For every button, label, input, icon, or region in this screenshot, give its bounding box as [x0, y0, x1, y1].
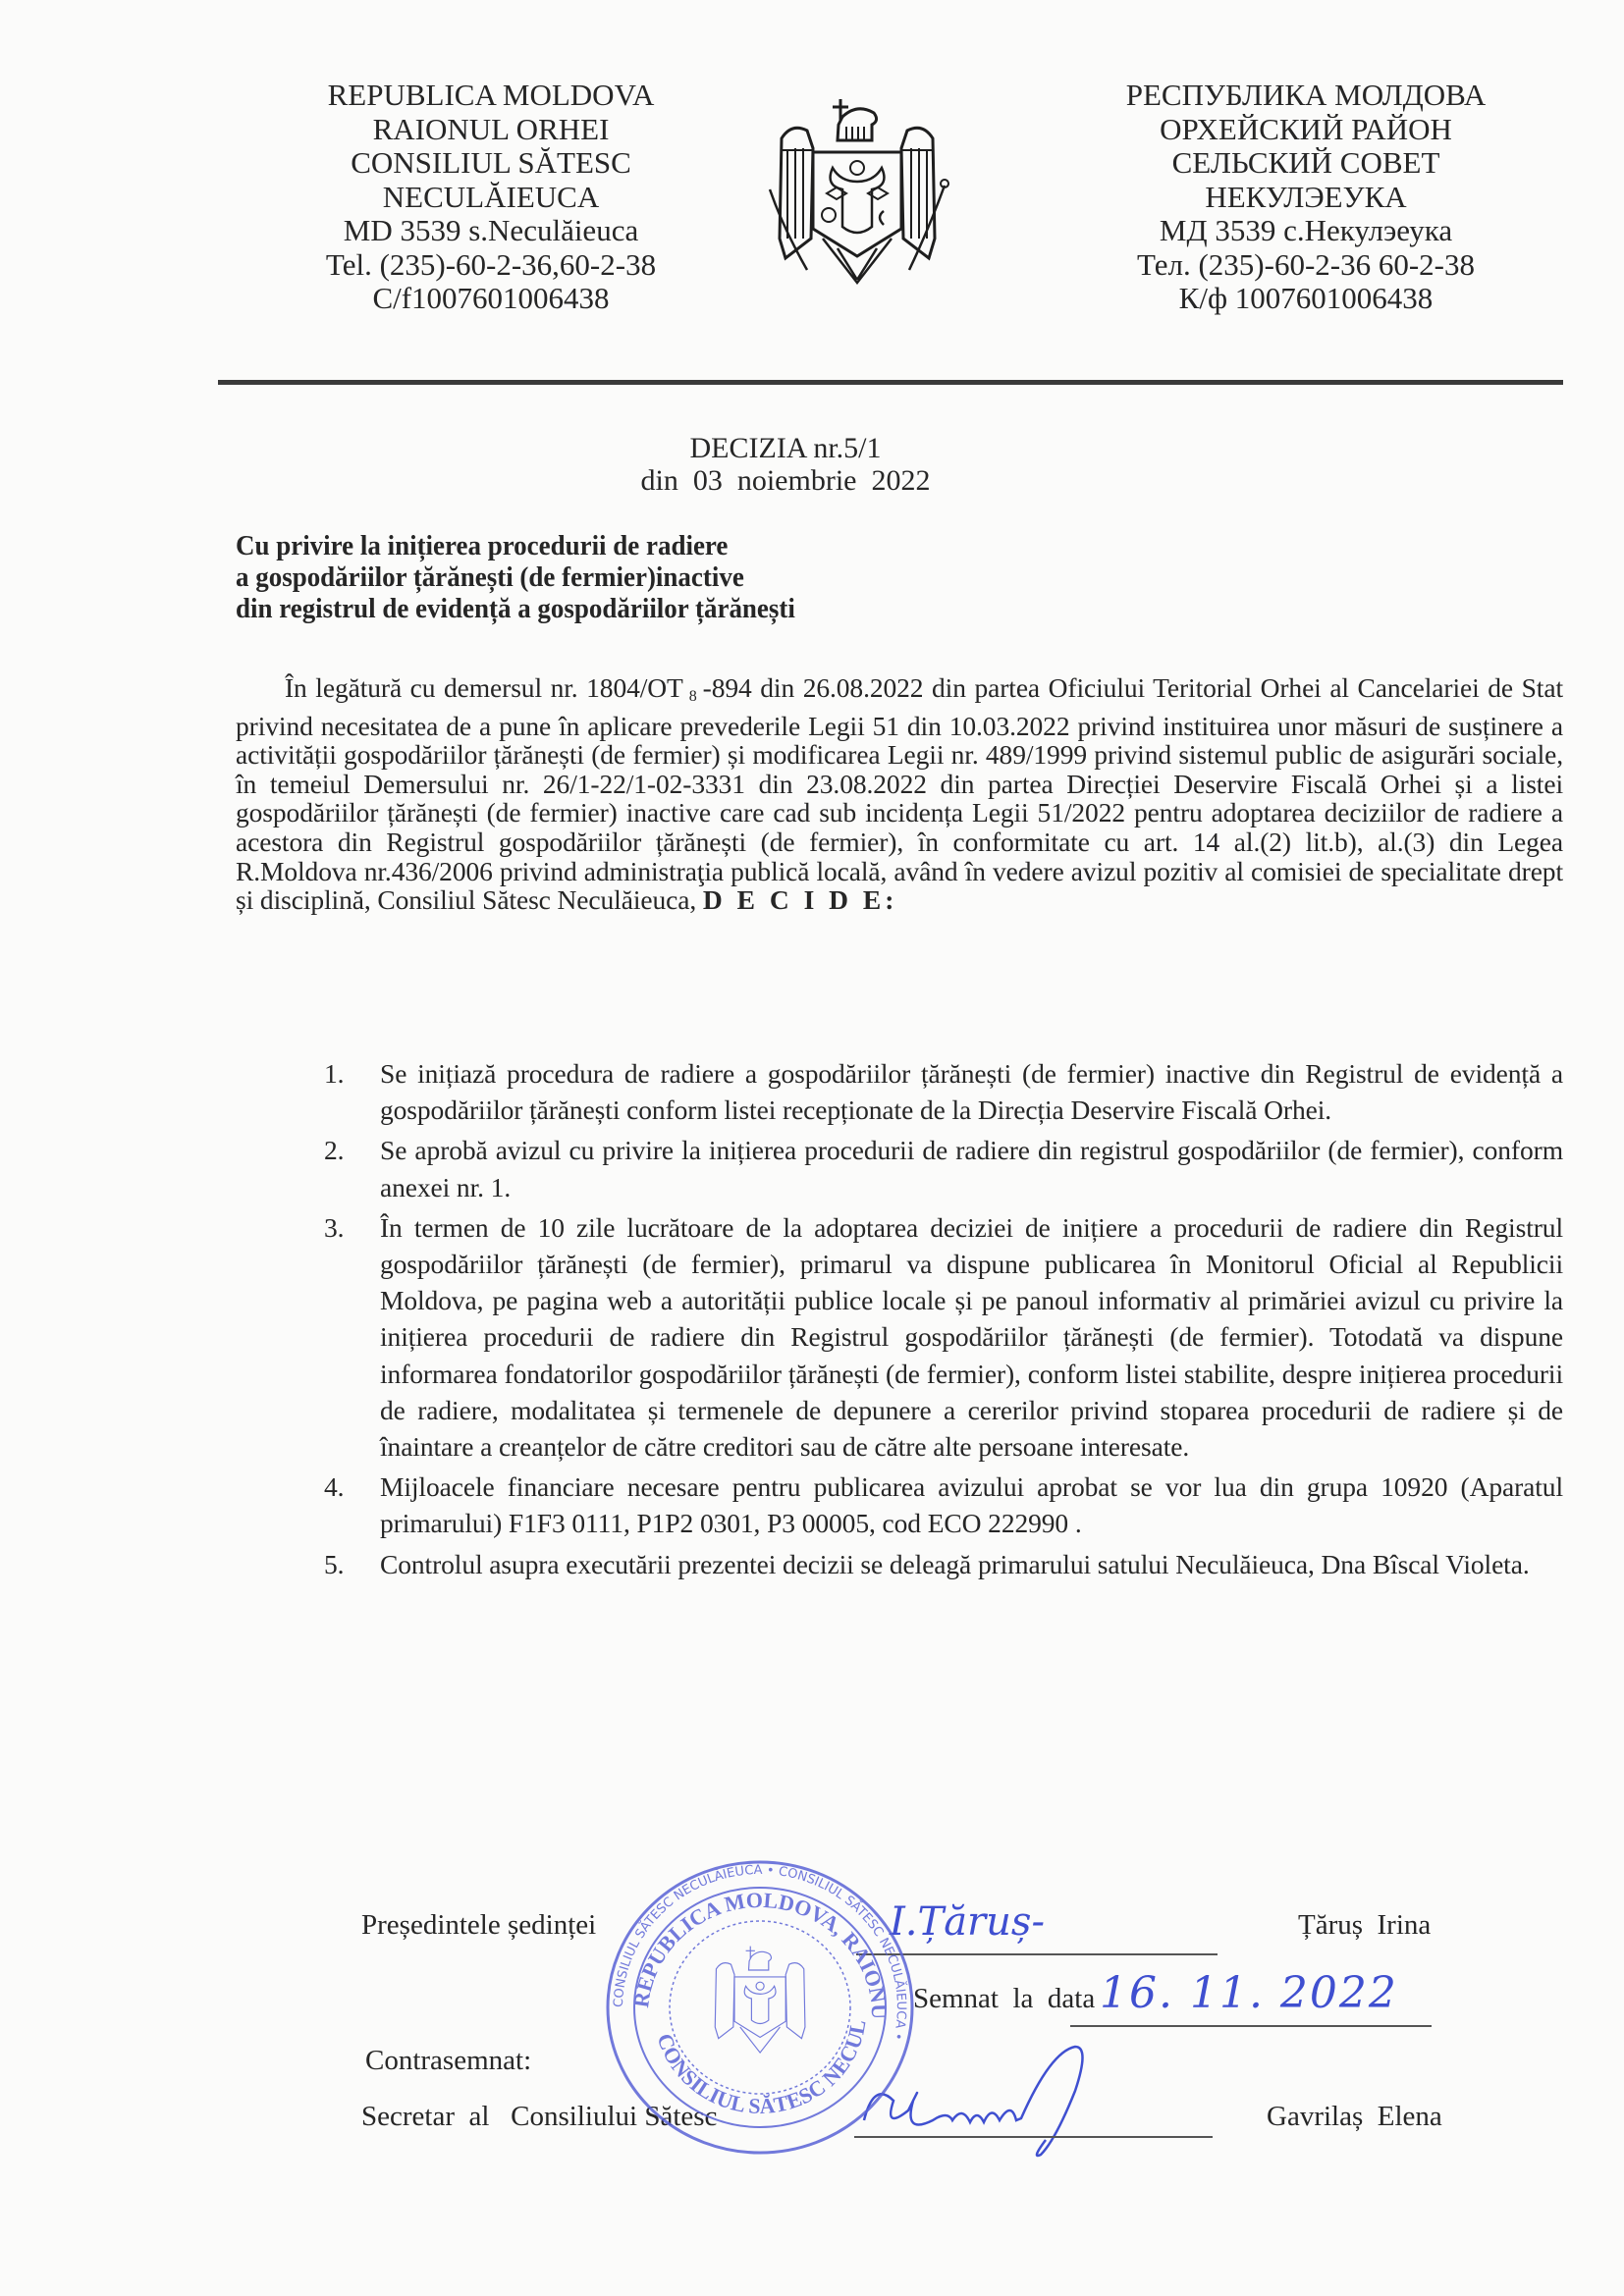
decision-number: DECIZIA nr.5/1: [689, 432, 882, 464]
header-romanian: [245, 79, 736, 316]
article-item: [324, 1468, 1563, 1541]
article-text: Se inițiază procedura de radiere a gospodăriilor țărănești (de fermier) inactive din Registrul de evidență a gospodăriilor țărănești conform listei recepționate de la Direcția Deservire Fiscală Orhei.: [380, 1058, 1563, 1126]
article-number: 1.: [324, 1058, 345, 1089]
signed-on-label: Semnat la data: [913, 1983, 1096, 2014]
signed-on-line: [1070, 2025, 1432, 2027]
subject-line: a gospodăriilor țărănești (de fermier)inactive: [236, 561, 744, 593]
article-item: [324, 1055, 1563, 1128]
article-number: 5.: [324, 1548, 345, 1579]
header-district-ru: ОРХЕЙСКИЙ РАЙОН: [1160, 111, 1452, 146]
article-text: Mijloacele financiare necesare pentru publicarea avizului aprobat se vor lua din grupa 10920 (Aparatul primarului) F1F3 0111, P1P2 0301, P3 00005, cod ECO 222990 .: [380, 1471, 1563, 1539]
stamp-inner-bottom: CONSILIUL SĂTESC NECUL: [652, 2017, 871, 2119]
stamp-inner-top: REPUBLICA MOLDOVA, RAIONU: [628, 1887, 893, 2020]
header-russian: [1060, 79, 1551, 316]
preamble-paragraph: [236, 673, 1563, 915]
article-number: 3.: [324, 1211, 345, 1243]
header-village: NECULĂIEUCA: [382, 179, 600, 214]
article-number: 2.: [324, 1135, 345, 1166]
countersigned-label: Contrasemnat:: [365, 2045, 532, 2076]
article-item: [324, 1132, 1563, 1204]
header-phone-ru: Тел. (235)-60-2-36 60-2-38: [1137, 246, 1475, 282]
header-council: CONSILIUL SĂTESC: [351, 145, 631, 180]
decision-date: din 03 noiembrie 2022: [640, 464, 931, 497]
article-text: În termen de 10 zile lucrătoare de la adoptarea deciziei de inițiere a procedurii de radiere din Registrul gospodăriilor țărănești (de fermier), primarul va dispune publicarea în Monitorul Oficial al Republicii Moldova, pe pagina web a autorității publice locale și pe panoul informativ al primăriei avizul cu privire la inițierea procedurii de radiere din Registrul gospodăriilor țărănești (de fermier). Totodată va dispune informarea fondatorilor gospodăriilor țărănești (de fermier), conform listei stabilite, despre inițierea procedurii de radiere, modalitatea și termenele de depunere a cererilor privind stoparea procedurii de radiere și de înaintare a creanțelor de către creditori sau de către alte persoane interesate.: [380, 1211, 1563, 1463]
header-council-ru: СЕЛЬСКИЙ СОВЕТ: [1171, 145, 1440, 180]
header-country: REPUBLICA MOLDOVA: [327, 78, 655, 112]
article-number: 4.: [324, 1471, 345, 1503]
preamble-text: În legătură cu demersul nr. 1804/OT: [285, 672, 683, 703]
header-divider: [218, 380, 1563, 385]
stamp-outer-text: CONSILIUL SĂTESC NECULĂIEUCA • CONSILIUL SĂTESC NECULĂIEUCA •: [611, 1862, 909, 2042]
header-fiscal-code-ru: К/ф 1007601006438: [1178, 281, 1434, 315]
svg-text:REPUBLICA MOLDOVA, RAIONUL ORH: [604, 1858, 892, 2020]
official-stamp: [604, 1858, 916, 2158]
preamble-subscript: 8: [688, 688, 697, 705]
secretary-label: Secretar al Consiliului Sătesc: [361, 2101, 718, 2132]
decide-keyword: D E C I D E:: [702, 884, 898, 916]
header-village-ru: НЕКУЛЭЕУКА: [1205, 179, 1407, 214]
subject-line: Cu privire la inițierea procedurii de radiere: [236, 530, 729, 561]
header-phone: Tel. (235)-60-2-36,60-2-38: [325, 246, 657, 282]
articles-list: [324, 1055, 1563, 1586]
article-text: Se aprobă avizul cu privire la inițierea procedurii de radiere din registrul gospodăriilor (de fermier), conform anexei nr. 1.: [380, 1135, 1563, 1202]
president-signature: I.Țăruș-: [890, 1899, 1045, 1945]
article-item: [324, 1546, 1563, 1582]
signed-on-date: 16. 11. 2022: [1100, 1968, 1398, 2018]
coat-of-arms-icon: [764, 91, 950, 288]
header-country-ru: РЕСПУБЛИКА МОЛДОВА: [1125, 78, 1487, 112]
header-district: RAIONUL ORHEI: [372, 111, 610, 146]
header-address: MD 3539 s.Neculăieuca: [343, 213, 639, 247]
preamble-text: -894 din 26.08.2022 din partea Oficiului Teritorial Orhei al Cancelariei de Stat privind necesitatea de a pune în aplicare prevederile Legii 51 din 10.03.2022 privind instituirea unor măsuri de susținere a activității gospodăriilor țărănești (de fermier) și modificarea Legii nr. 489/1999 privind sistemul public de asigurări sociale, în temeiul Demersului nr. 26/1-22/1-02-3331 din 23.08.2022 din partea Direcției Deservire Fiscală Orhei și a listei gospodăriilor țărănești (de fermier) inactive care cad sub incidența Legii 51/2022 pentru adoptarea deciziilor de radiere a acestora din Registrul gospodăriilor țărănești (de fermier), în conformitate cu art. 14 al.(2) lit.b), al.(3) din Legea R.Moldova nr.436/2006 privind administraţia publică locală, având în vedere avizul pozitiv al comisiei de specialitate drept și disciplină, Consiliul Sătesc Neculăieuca,: [236, 672, 1563, 916]
decision-subject: [236, 530, 1057, 624]
article-item: [324, 1209, 1563, 1465]
header-fiscal-code: C/f1007601006438: [372, 281, 610, 315]
secretary-name: Gavrilaș Elena: [1267, 2101, 1442, 2132]
article-text: Controlul asupra executării prezentei decizii se deleagă primarului satului Neculăieuca, Dna Bîscal Violeta.: [380, 1548, 1530, 1579]
header-address-ru: МД 3539 с.Некулэеука: [1159, 213, 1453, 247]
president-name: Țăruș Irina: [1298, 1909, 1432, 1941]
subject-line: din registrul de evidență a gospodăriilor țărănești: [236, 593, 795, 624]
president-label: Președintele ședinței: [361, 1909, 597, 1941]
decision-heading: [491, 432, 1080, 497]
